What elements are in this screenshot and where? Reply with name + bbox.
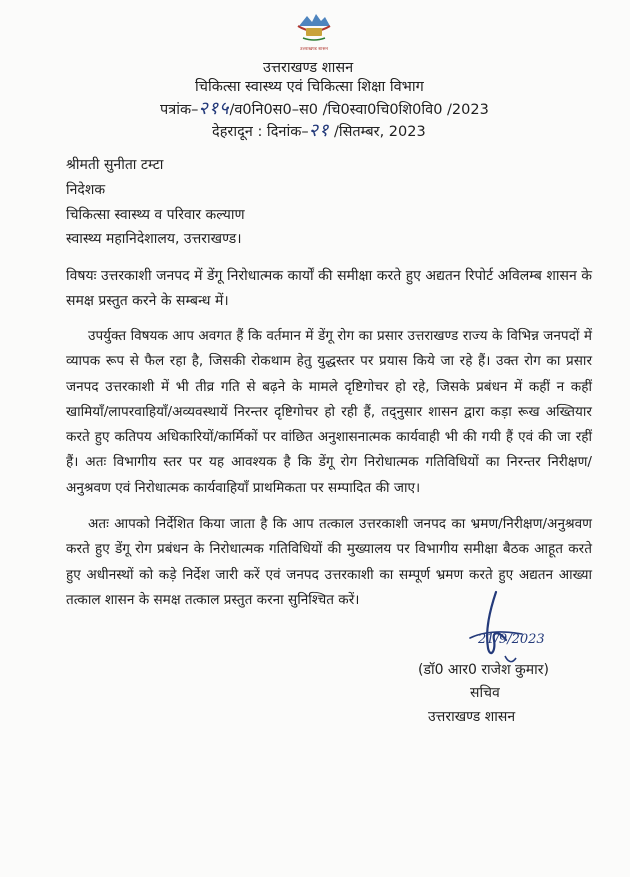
addressee-designation: निदेशक [66, 182, 106, 198]
reference-prefix: पत्रांक– [160, 102, 199, 118]
signature-date: 21/9/2023 [478, 632, 545, 647]
addressee-department: चिकित्सा स्वास्थ्य व परिवार कल्याण [66, 207, 245, 223]
signatory-office: उत्तराखण्ड शासन [428, 709, 516, 725]
subject-text: उत्तरकाशी जनपद में डेंगू निरोधात्मक कार्यों की समीक्षा करते हुए अद्यतन रिपोर्ट अविलम्ब शासन के समक्ष प्रस्तुत करने के सम्बन्ध में। [66, 268, 593, 309]
government-title: उत्तराखण्ड शासन [263, 60, 354, 76]
addressee-name: श्रीमती सुनीता टम्टा [66, 157, 164, 173]
department-title: चिकित्सा स्वास्थ्य एवं चिकित्सा शिक्षा विभाग [195, 79, 424, 95]
reference-suffix: /व0नि0स0–स0 /चि0स्वा0चि0शि0वि0 /2023 [229, 102, 489, 118]
reference-line [160, 96, 489, 120]
emblem-caption: उत्तराखण्ड शासन [299, 47, 329, 52]
addressee-office: स्वास्थ्य महानिदेशालय, उत्तराखण्ड। [66, 231, 242, 247]
uttarakhand-emblem-icon [293, 6, 335, 54]
date-suffix: /सितम्बर, 2023 [333, 124, 426, 140]
date-day: २१ [308, 120, 330, 141]
reference-number: २१५ [198, 98, 230, 119]
place-date-line [212, 118, 426, 142]
place-date-prefix: देहरादून : दिनांक– [212, 124, 309, 140]
body-paragraph-2: अतः आपको निर्देशित किया जाता है कि आप तत्काल उत्तरकाशी जनपद का भ्रमण/निरीक्षण/अनुश्रवण करते हुए डेंगू रोग प्रबंधन के निरोधात्मक गतिविधियों की मुख्यालय पर विभागीय समीक्षा बैठक आहूत करते हुए अधीनस्थों को कड़े निर्देश जारी करें एवं जनपद उत्तरकाशी का सम्पूर्ण भ्रमण करते हुए अद्यतन आख्या तत्काल शासन के समक्ष तत्काल प्रस्तुत करना सुनिश्चित करें। [66, 516, 592, 608]
signatory-name: (डॉ0 आर0 राजेश कुमार) [418, 662, 549, 678]
subject-label: विषयः [66, 268, 97, 284]
signatory-designation: सचिव [470, 685, 500, 701]
body-paragraph-1: उपर्युक्त विषयक आप अवगत हैं कि वर्तमान में डेंगू रोग का प्रसार उत्तराखण्ड राज्य के विभिन्न जनपदों में व्यापक रूप से फैल रहा है, जिसकी रोकथाम हेतु युद्धस्तर पर प्रयास किये जा रहे हैं। उक्त रोग का प्रसार जनपद उत्तरकाशी में भी तीव्र गति से बढ़ने के मामले दृष्टिगोचर हो रहे, जिसके प्रबंधन में कहीं न कहीं खामियाँ/लापरवाहियाँ/अव्यवस्थायें निरन्तर दृष्टिगोचर हो रही हैं, तद्नुसार शासन द्वारा कड़ा रूख अख्तियार करते हुए कतिपय अधिकारियों/कार्मिकों पर वांछित अनुशासनात्मक कार्यवाही भी की गयी हैं एवं की जा रहीं हैं। अतः विभागीय स्तर पर यह आवश्यक है कि डेंगू रोग निरोधात्मक गतिविधियों का निरन्तर निरीक्षण/अनुश्रवण एवं निरोधात्मक कार्यवाहियाँ प्राथमिकता पर सम्पादित की जाए। [66, 328, 592, 496]
subject-line [66, 264, 592, 314]
